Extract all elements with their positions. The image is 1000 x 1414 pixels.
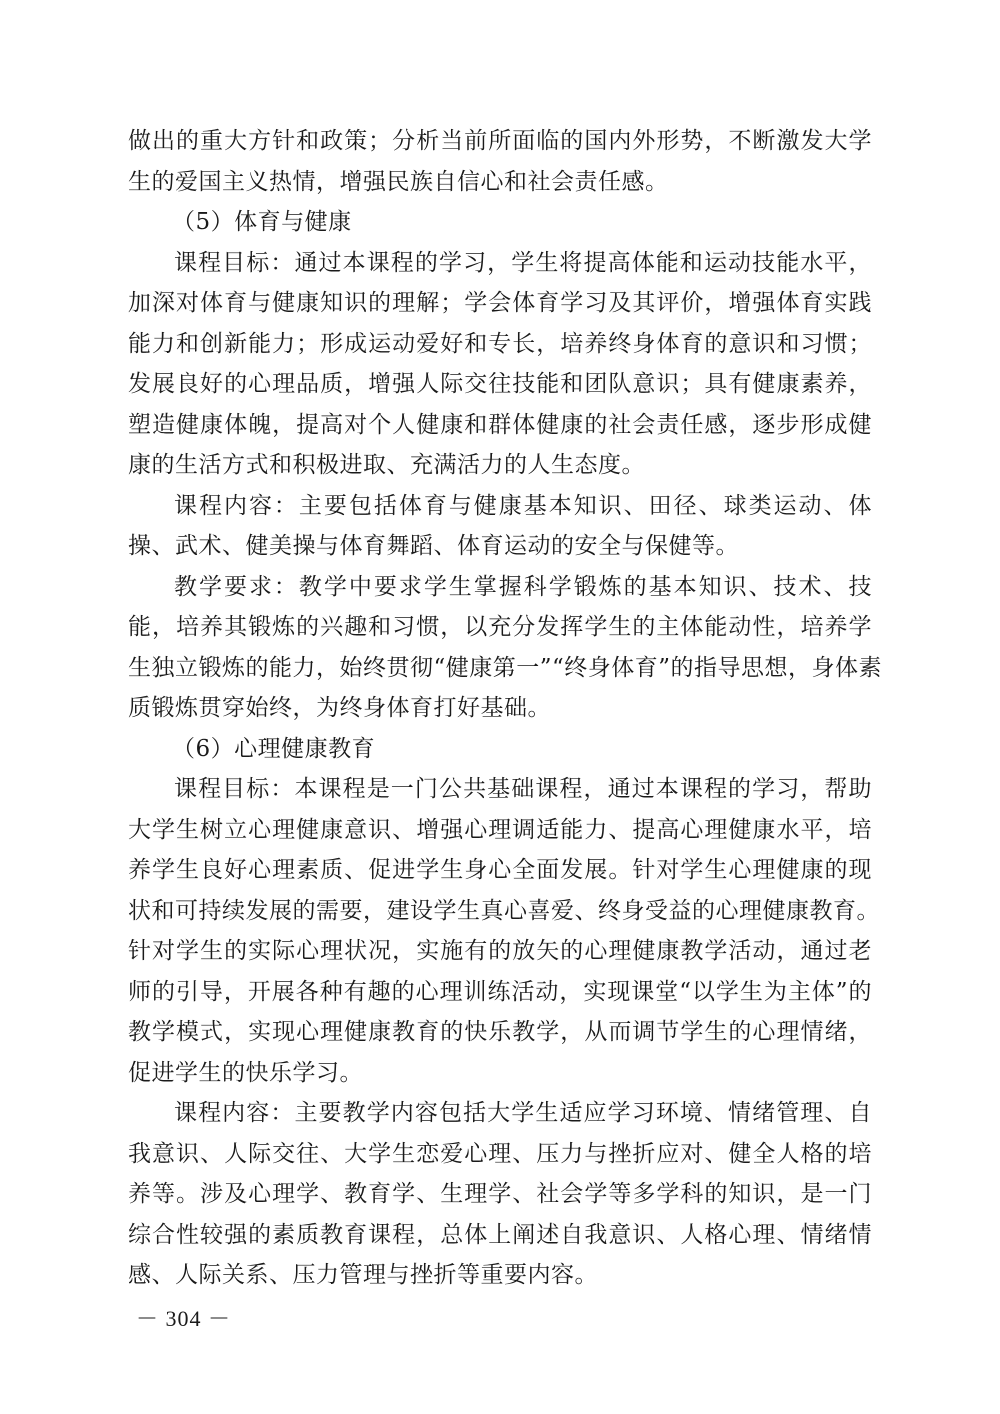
paragraph-line: 塑造健康体魄，提高对个人健康和群体健康的社会责任感，逐步形成健: [128, 411, 872, 438]
paragraph-line: 状和可持续发展的需要，建设学生真心喜爱、终身受益的心理健康教育。: [128, 897, 880, 924]
paragraph-line: 教学模式，实现心理健康教育的快乐教学，从而调节学生的心理情绪，: [128, 1019, 872, 1045]
paragraph-line: 我意识、人际交往、大学生恋爱心理、压力与挫折应对、健全人格的培: [128, 1140, 872, 1167]
paragraph-line: 养等。涉及心理学、教育学、生理学、社会学等多学科的知识，是一门: [128, 1181, 872, 1207]
paragraph-line: 教学要求：教学中要求学生掌握科学锻炼的基本知识、技术、技: [174, 573, 872, 600]
paragraph-line: 针对学生的实际心理状况，实施有的放矢的心理健康教学活动，通过老: [128, 938, 872, 964]
paragraph-line: 感、人际关系、压力管理与挫折等重要内容。: [128, 1262, 598, 1288]
paragraph-line: 大学生树立心理健康意识、增强心理调适能力、提高心理健康水平，培: [128, 816, 872, 843]
paragraph-line: 综合性较强的素质教育课程，总体上阐述自我意识、人格心理、情绪情: [128, 1221, 872, 1248]
section-heading-mental-health: （6）心理健康教育: [172, 735, 376, 762]
paragraph-line: 生独立锻炼的能力，始终贯彻“健康第一”“终身体育”的指导思想，身体素: [128, 654, 883, 681]
paragraph-line: 质锻炼贯穿始终，为终身体育打好基础。: [128, 695, 551, 721]
paragraph-line: 课程内容：主要教学内容包括大学生适应学习环境、情绪管理、自: [174, 1100, 872, 1126]
paragraph-line: 课程内容：主要包括体育与健康基本知识、田径、球类运动、体: [174, 492, 872, 519]
paragraph-line: 加深对体育与健康知识的理解；学会体育学习及其评价，增强体育实践: [128, 290, 872, 316]
page-number: － 304 －: [136, 1306, 232, 1331]
paragraph-line: 能力和创新能力；形成运动爱好和专长，培养终身体育的意识和习惯；: [128, 330, 872, 357]
paragraph-line: 做出的重大方针和政策；分析当前所面临的国内外形势，不断激发大学: [128, 128, 872, 154]
section-heading-sports-health: （5）体育与健康: [172, 209, 352, 235]
paragraph-line: 康的生活方式和积极进取、充满活力的人生态度。: [128, 452, 645, 478]
document-body: [128, 121, 883, 1296]
paragraph-line: 操、武术、健美操与体育舞蹈、体育运动的安全与保健等。: [128, 533, 739, 559]
paragraph-line: 促进学生的快乐学习。: [128, 1059, 363, 1086]
paragraph-line: 生的爱国主义热情，增强民族自信心和社会责任感。: [128, 168, 669, 195]
paragraph-line: 课程目标：本课程是一门公共基础课程，通过本课程的学习，帮助: [174, 776, 872, 802]
paragraph-line: 课程目标：通过本课程的学习，学生将提高体能和运动技能水平，: [174, 249, 872, 276]
paragraph-line: 发展良好的心理品质，增强人际交往技能和团队意识；具有健康素养，: [128, 371, 872, 397]
paragraph-line: 能，培养其锻炼的兴趣和习惯，以充分发挥学生的主体能动性，培养学: [128, 614, 872, 640]
paragraph-line: 师的引导，开展各种有趣的心理训练活动，实现课堂“以学生为主体”的: [128, 978, 872, 1005]
paragraph-line: 养学生良好心理素质、促进学生身心全面发展。针对学生心理健康的现: [128, 857, 872, 883]
